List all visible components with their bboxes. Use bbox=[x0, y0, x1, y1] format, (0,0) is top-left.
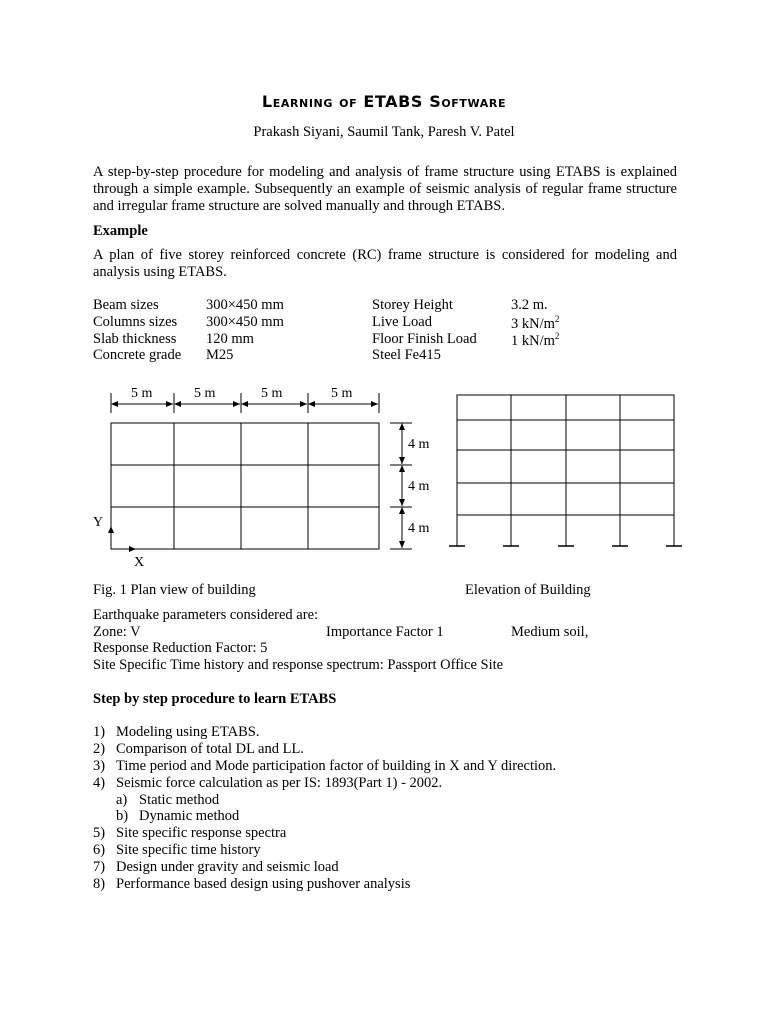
dim-label: 5 m bbox=[194, 386, 216, 401]
list-item-number: 1) bbox=[93, 724, 106, 740]
authors: Prakash Siyani, Saumil Tank, Paresh V. Patel bbox=[253, 124, 515, 140]
document-title: Learning of ETABS Software bbox=[261, 92, 507, 111]
earthquake-importance: Importance Factor 1 bbox=[326, 624, 444, 640]
dim-label: 5 m bbox=[331, 386, 353, 401]
plan-grid bbox=[111, 423, 379, 549]
caption-plan: Fig. 1 Plan view of building bbox=[93, 582, 256, 598]
spec-label: Slab thickness bbox=[93, 331, 177, 347]
list-item: Modeling using ETABS. bbox=[116, 724, 260, 740]
list-item-number: 3) bbox=[93, 758, 106, 774]
list-item-number: 7) bbox=[93, 859, 106, 875]
earthquake-soil: Medium soil, bbox=[511, 624, 589, 640]
spec-label: Columns sizes bbox=[93, 314, 178, 330]
list-item-number: 2) bbox=[93, 741, 106, 757]
example-heading: Example bbox=[93, 223, 148, 239]
spec-value: 3.2 m. bbox=[511, 297, 548, 313]
spec-value: 120 mm bbox=[206, 331, 254, 347]
list-item-number: 4) bbox=[93, 775, 106, 791]
axes bbox=[111, 526, 136, 549]
axis-label-x: X bbox=[134, 555, 145, 570]
dim-label: 4 m bbox=[408, 479, 430, 494]
list-item: Seismic force calculation as per IS: 1893(Part 1) - 2002. bbox=[116, 775, 443, 791]
earthquake-intro: Earthquake parameters considered are: bbox=[93, 607, 319, 623]
list-item-number: b) bbox=[116, 808, 129, 824]
earthquake-zone: Zone: V bbox=[93, 624, 141, 640]
dim-label: 4 m bbox=[408, 437, 430, 452]
dim-label: 5 m bbox=[261, 386, 283, 401]
spec-label: Storey Height bbox=[372, 297, 453, 313]
example-paragraph: A plan of five storey reinforced concrete (RC) frame structure is considered for modeling and analysis using ETABS. bbox=[93, 247, 677, 280]
list-item: Performance based design using pushover analysis bbox=[116, 876, 411, 892]
procedure-heading: Step by step procedure to learn ETABS bbox=[93, 691, 337, 707]
spec-value: 300×450 mm bbox=[206, 297, 284, 313]
spec-value: 300×450 mm bbox=[206, 314, 284, 330]
list-item: Dynamic method bbox=[139, 808, 240, 824]
list-item: Comparison of total DL and LL. bbox=[116, 741, 304, 757]
spec-label: Beam sizes bbox=[93, 297, 159, 313]
axis-label-y: Y bbox=[93, 515, 104, 530]
list-item-number: 5) bbox=[93, 825, 106, 841]
earthquake-site: Site Specific Time history and response spectrum: Passport Office Site bbox=[93, 657, 504, 673]
caption-elevation: Elevation of Building bbox=[465, 582, 591, 598]
list-item: Time period and Mode participation factor of building in X and Y direction. bbox=[116, 758, 557, 774]
spec-label: Live Load bbox=[372, 314, 432, 330]
dim-label: 5 m bbox=[131, 386, 153, 401]
list-item: Site specific time history bbox=[116, 842, 261, 858]
spec-label: Floor Finish Load bbox=[372, 331, 477, 347]
spec-label: Concrete grade bbox=[93, 347, 182, 363]
list-item-number: 6) bbox=[93, 842, 106, 858]
list-item-number: 8) bbox=[93, 876, 106, 892]
list-item-number: a) bbox=[116, 792, 128, 808]
spec-value: M25 bbox=[206, 347, 234, 363]
list-item: Static method bbox=[139, 792, 220, 808]
elevation-frame bbox=[457, 395, 674, 546]
spec-value: 3 $kN/m^2$ bbox=[511, 314, 560, 332]
dim-label: 4 m bbox=[408, 521, 430, 536]
spec-label: Steel Fe415 bbox=[372, 347, 441, 363]
earthquake-reduction: Response Reduction Factor: 5 bbox=[93, 640, 268, 656]
list-item: Site specific response spectra bbox=[116, 825, 287, 841]
spec-value: 1 $kN/m^2$ bbox=[511, 331, 560, 349]
intro-paragraph: A step-by-step procedure for modeling and analysis of frame structure using ETABS is explained through a simple example. Subsequently an example of seismic analysis of regular frame structure and irregular frame structure are solved manually and through ETABS. bbox=[93, 164, 677, 214]
plan-outline bbox=[111, 423, 379, 549]
list-item: Design under gravity and seismic load bbox=[116, 859, 339, 875]
